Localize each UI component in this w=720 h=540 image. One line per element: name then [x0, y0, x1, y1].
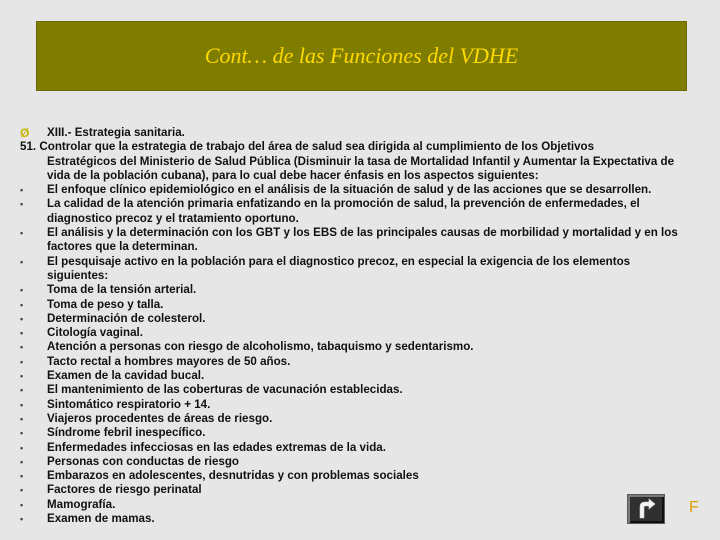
slide-body: [20, 126, 692, 526]
list-item: [20, 283, 692, 297]
bullet-icon: •: [20, 514, 24, 525]
list-item-text: Síndrome febril inespecífico.: [47, 426, 206, 440]
list-item: [20, 355, 692, 369]
list-item: [20, 412, 692, 426]
list-item-text: El enfoque clínico epidemiológico en el análisis de la situación de salud y de las acciones que se desarrollen.: [47, 183, 652, 197]
list-item-text: Viajeros procedentes de áreas de riesgo.: [47, 411, 273, 425]
return-button[interactable]: [627, 494, 665, 524]
list-item: [20, 197, 692, 226]
list-item-text: Sintomático respiratorio + 14.: [47, 397, 211, 411]
paragraph-51: [20, 140, 692, 183]
slide-title: Cont… de las Funciones del VDHE: [204, 43, 519, 68]
list-item: [20, 483, 692, 497]
bullet-icon: •: [20, 256, 24, 267]
list-item: [20, 441, 692, 455]
list-item-text: Mamografía.: [47, 497, 116, 511]
bullet-list: [20, 183, 692, 526]
list-item: [20, 383, 692, 397]
list-item-text: La calidad de la atención primaria enfatizando en la promoción de salud, la prevención de enfermedades, el diagnostico precoz y el tratamiento oportuno.: [47, 197, 640, 225]
bullet-icon: •: [20, 299, 24, 310]
paragraph-continuation: Estratégicos del Ministerio de Salud Pública (Disminuir la tasa de Mortalidad Infantil y Aumentar la Expectativa de vida de la población cubana), para lo cual debe hacer énfasis en los aspectos siguientes:: [47, 154, 675, 182]
list-item-text: Determinación de colesterol.: [47, 311, 206, 325]
bullet-icon: •: [20, 442, 24, 453]
list-item: [20, 183, 692, 197]
list-item: [20, 469, 692, 483]
section-heading-text: XIII.- Estrategia sanitaria.: [47, 126, 185, 139]
list-item: [20, 398, 692, 412]
paragraph-first-line: Controlar que la estrategia de trabajo del área de salud sea dirigida al cumplimiento de los Objetivos: [39, 140, 595, 154]
corner-letter: F: [689, 499, 699, 516]
bullet-icon: •: [20, 328, 24, 339]
list-item: [20, 255, 692, 284]
list-item-text: El pesquisaje activo en la población para el diagnostico precoz, en especial la exigencia de los elementos siguientes:: [47, 254, 631, 282]
bullet-icon: •: [20, 485, 24, 496]
list-item-text: Factores de riesgo perinatal: [47, 483, 202, 497]
list-item-text: Citología vaginal.: [47, 326, 143, 340]
list-item-text: Enfermedades infecciosas en las edades extremas de la vida.: [47, 440, 386, 454]
bullet-icon: •: [20, 356, 24, 367]
bullet-icon: •: [20, 428, 24, 439]
bullet-icon: •: [20, 399, 24, 410]
bullet-icon: •: [20, 456, 24, 467]
list-item-text: El análisis y la determinación con los GBT y los EBS de las principales causas de morbilidad y mortalidad y en los factores que la determinan.: [47, 226, 678, 254]
bullet-icon: •: [20, 313, 24, 324]
bullet-icon: •: [20, 499, 24, 510]
arrow-bullet-icon: Ø: [20, 126, 30, 140]
bullet-icon: •: [20, 285, 24, 296]
section-heading: [20, 126, 692, 140]
bullet-icon: •: [20, 471, 24, 482]
bullet-icon: •: [20, 228, 24, 239]
return-arrow-icon: [634, 498, 658, 520]
list-item: [20, 498, 692, 512]
title-bar: [36, 21, 687, 91]
list-item: [20, 298, 692, 312]
bullet-icon: •: [20, 199, 24, 210]
bullet-icon: •: [20, 413, 24, 424]
list-item-text: Personas con conductas de riesgo: [47, 454, 239, 468]
list-item-text: Examen de la cavidad bucal.: [47, 369, 205, 383]
list-item: [20, 512, 692, 526]
list-item: [20, 226, 692, 255]
list-item-text: Examen de mamas.: [47, 512, 155, 526]
list-item-text: Toma de peso y talla.: [47, 297, 164, 311]
list-item-text: Toma de la tensión arterial.: [47, 283, 197, 297]
bullet-icon: •: [20, 342, 24, 353]
bullet-icon: •: [20, 185, 24, 196]
paragraph-number: 51.: [20, 140, 37, 154]
list-item-text: Tacto rectal a hombres mayores de 50 años.: [47, 354, 291, 368]
bullet-icon: •: [20, 385, 24, 396]
list-item: [20, 426, 692, 440]
list-item-text: Atención a personas con riesgo de alcoholismo, tabaquismo y sedentarismo.: [47, 340, 474, 354]
list-item: [20, 369, 692, 383]
list-item-text: El mantenimiento de las coberturas de vacunación establecidas.: [47, 383, 403, 397]
list-item-text: Embarazos en adolescentes, desnutridas y con problemas sociales: [47, 469, 419, 483]
list-item: [20, 312, 692, 326]
bullet-icon: •: [20, 371, 24, 382]
list-item: [20, 340, 692, 354]
list-item: [20, 326, 692, 340]
list-item: [20, 455, 692, 469]
